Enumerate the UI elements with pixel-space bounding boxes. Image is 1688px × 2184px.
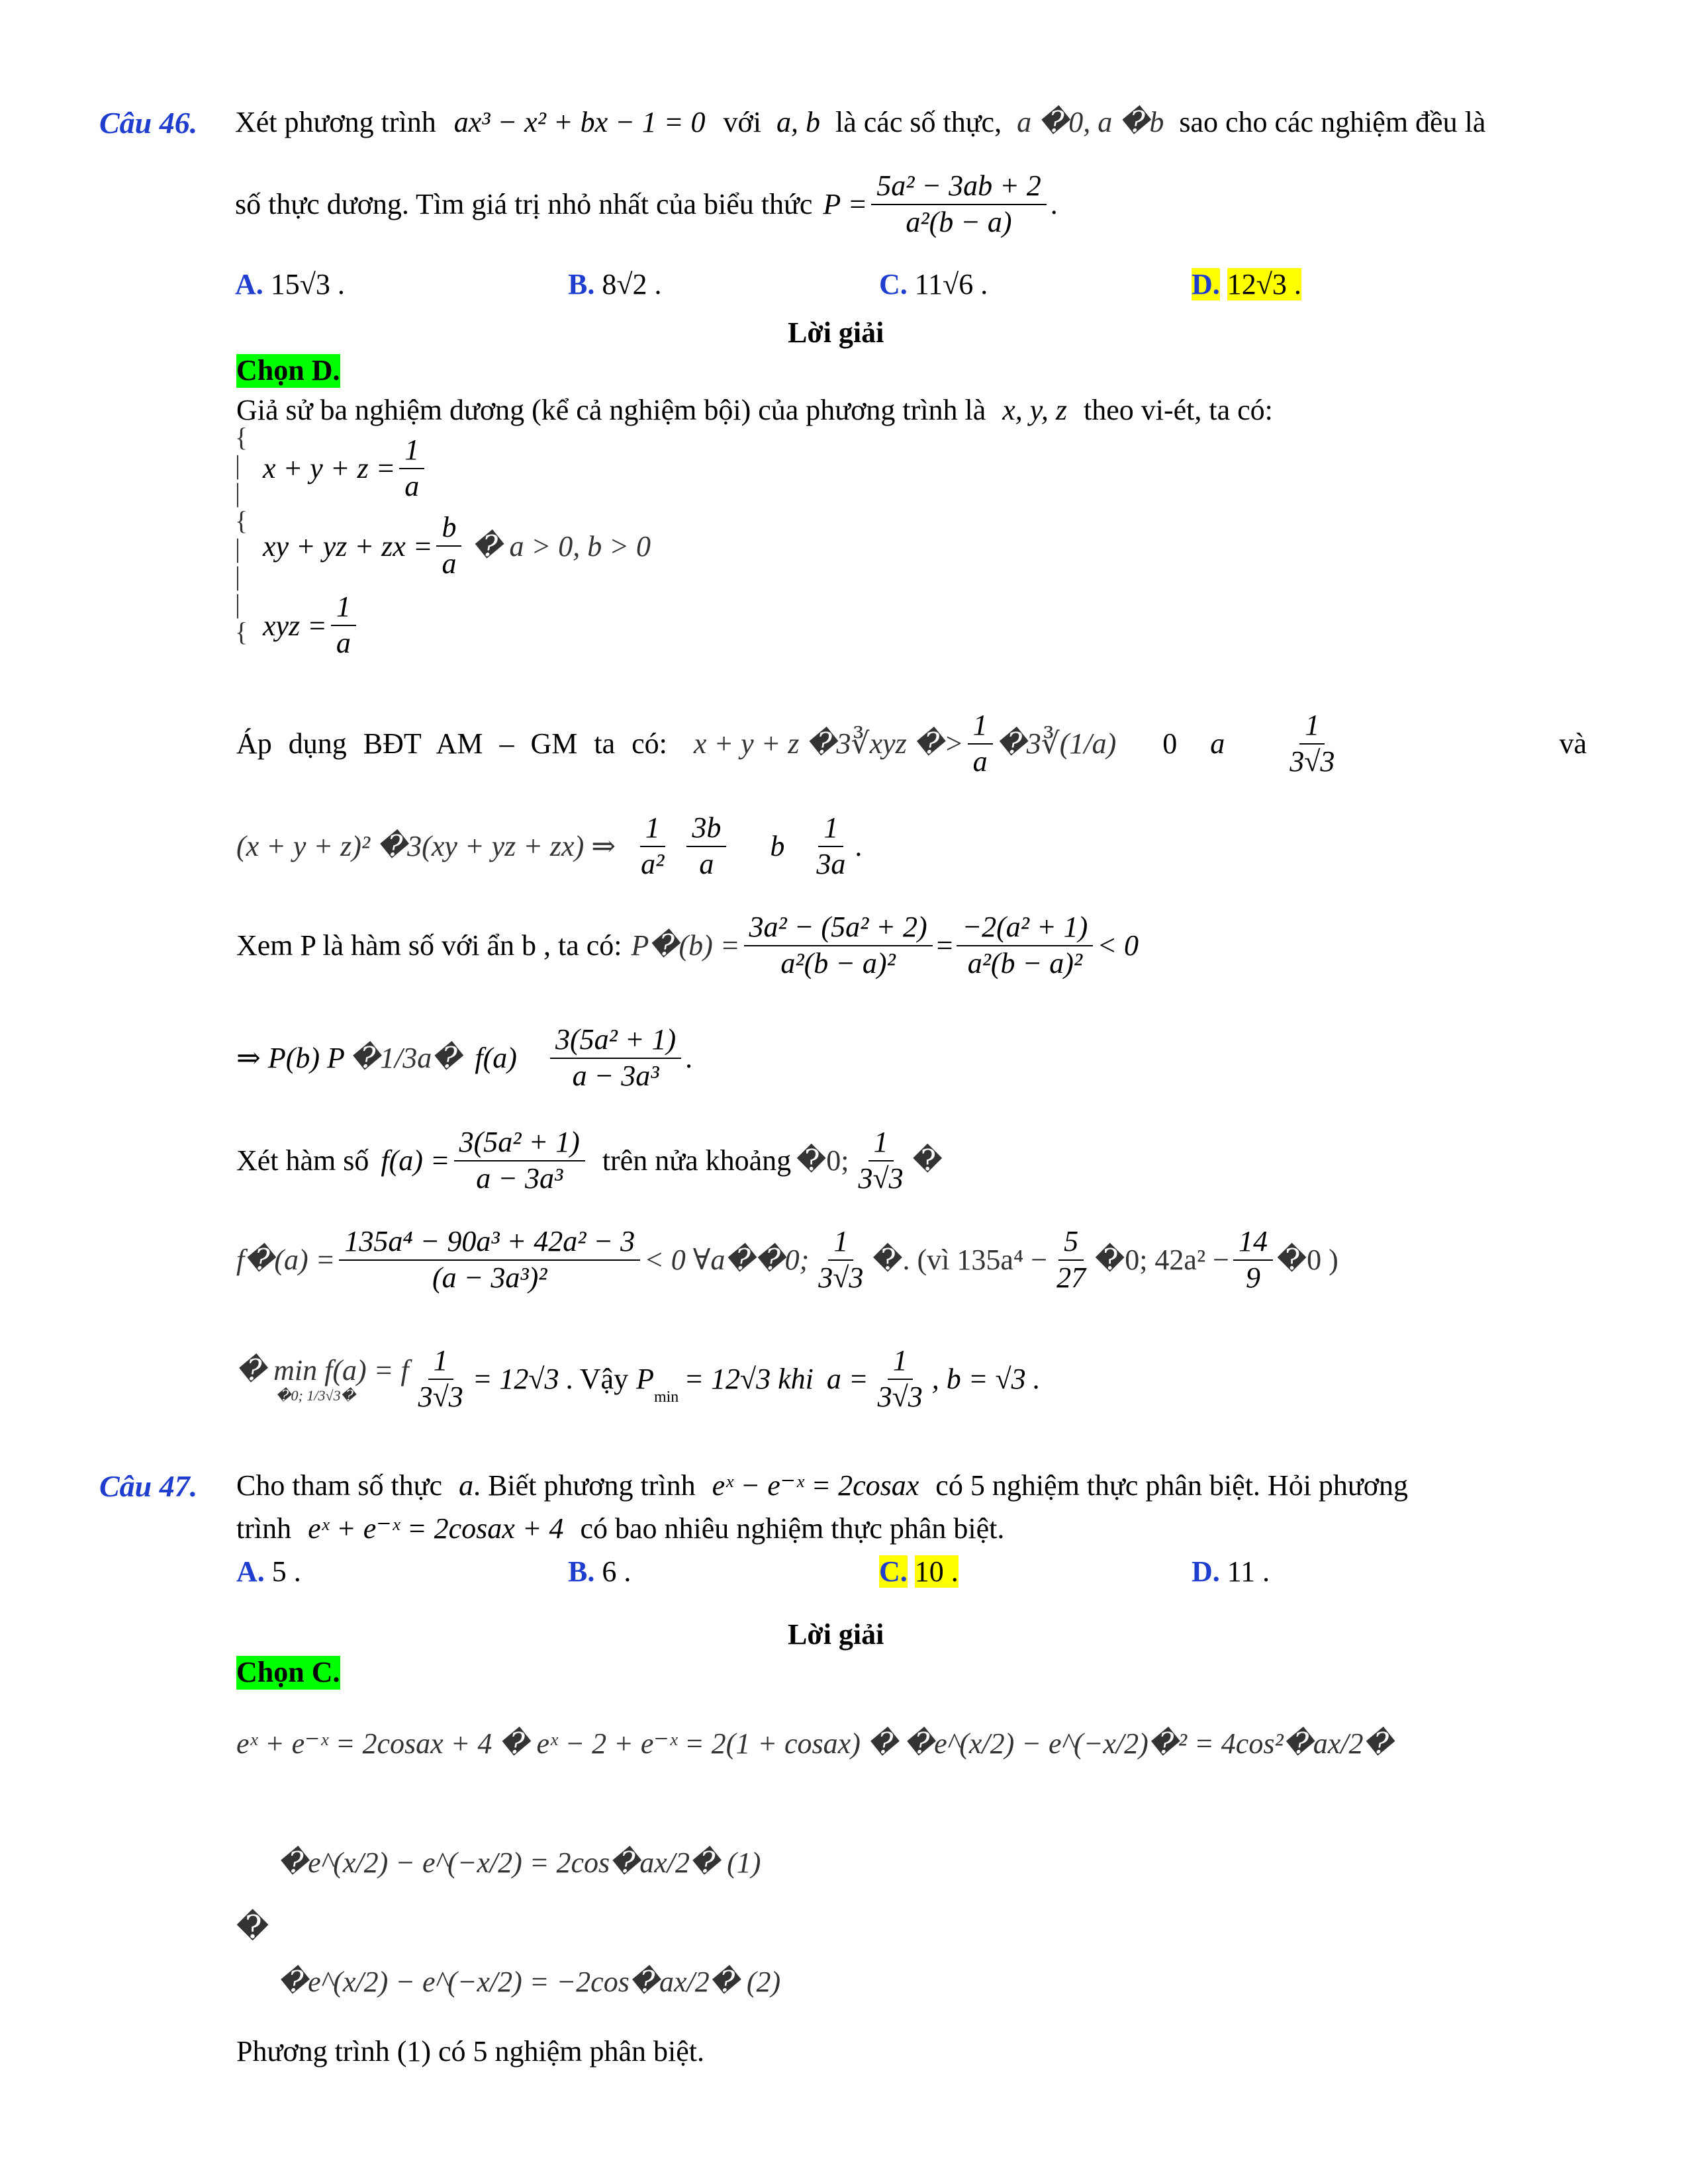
q46-derivative-pb: Xem P là hàm số với ẩn b , ta có: P�(b) = $\frac{\text{3a² − (5a² + 2)}}{\text{a²(b − a)²}}$ = $\frac{\text{−2(a² + 1)}}{\text{a²(b − a)²}}$ < 0 bbox=[236, 911, 1139, 979]
q47-case-1: �e^(x/2) − e^(−x/2) = 2cos�ax/2� (1) bbox=[278, 1846, 761, 1879]
q46-vieta-intro: Giả sử ba nghiệm dương (kể cả nghiệm bội) của phương trình là x, y, z theo vi-ét, ta có: bbox=[236, 394, 1273, 426]
question-47-label: Câu 47. bbox=[99, 1469, 198, 1503]
q46-option-c[interactable]: C. 11√6 . bbox=[879, 268, 988, 300]
q46-fpa-derivative: f�(a) = $\frac{\text{135a⁴ − 90a³ + 42a² − 3}}{\text{(a − 3a³)²}}$ < 0 ∀a��0; $\frac{1}{3√3}$ �. (vì 135a⁴ − $\frac{5}{27}$ �0; 42a² − $\frac{14}{9}$ �0 ) bbox=[236, 1225, 1338, 1294]
q46-chosen-answer: Chọn D. bbox=[236, 354, 340, 387]
q46-option-d[interactable]: D. 12√3 . bbox=[1192, 268, 1301, 300]
q47-option-b[interactable]: B. 6 . bbox=[568, 1555, 632, 1588]
q46-stem-line1: Xét phương trình ax³ − x² + bx − 1 = 0 với a, b là các số thực, a �0, a �b sao cho các nghiệm đều là bbox=[235, 106, 1486, 138]
q46-vieta-system bbox=[236, 433, 651, 662]
q47-option-d[interactable]: D. 11 . bbox=[1192, 1555, 1270, 1588]
q47-case-2: �e^(x/2) − e^(−x/2) = −2cos�ax/2� (2) bbox=[278, 1966, 781, 1998]
case-brace-icon: � bbox=[236, 1910, 269, 1945]
q46-pb-bound: ⇒ P(b) P �1/3a� f(a) $\frac{\text{3(5a² + 1)}}{\text{a − 3a³}}$ . bbox=[236, 1023, 693, 1092]
vieta-row-product: xyz = $\frac{1}{a}$ bbox=[236, 589, 651, 662]
q46-solution-title: Lời giải bbox=[788, 316, 884, 349]
q47-final-line: Phương trình (1) có 5 nghiệm phân biệt. bbox=[236, 2035, 705, 2068]
q47-option-c[interactable]: C. 10 . bbox=[879, 1555, 959, 1588]
q46-amgm-line: Áp dụng BĐT AM – GM ta có: x + y + z �3∛xyz �> $\frac{1}{a}$ �3∛(1/a) 0 a $\frac{1}{3√3}$ và bbox=[236, 709, 1587, 778]
vieta-row-sum: x + y + z = $\frac{1}{a}$ bbox=[236, 433, 651, 503]
q46-option-a[interactable]: A. 15√3 . bbox=[235, 268, 345, 300]
q47-stem-line1: Cho tham số thực a. Biết phương trình eˣ − e⁻ˣ = 2cosax có 5 nghiệm thực phân biệt. Hỏi phương bbox=[236, 1469, 1409, 1502]
q46-stem-line2: số thực dương. Tìm giá trị nhỏ nhất của biểu thức P = $\frac{\text{5a² − 3ab + 2}}{\text{a²(b − a)}}$ . bbox=[235, 169, 1058, 238]
system-brace-icon: { | | { | | | { bbox=[235, 422, 248, 647]
q47-solution-title: Lời giải bbox=[788, 1618, 884, 1651]
q46-fa-definition: Xét hàm số f(a) = $\frac{\text{3(5a² + 1)}}{\text{a − 3a³}}$ trên nửa khoảng �0; $\frac{1}{3√3}$ � bbox=[236, 1126, 943, 1195]
vieta-row-pair: xy + yz + zx = $\frac{b}{a}$ � a > 0, b > 0 bbox=[263, 511, 651, 580]
q46-square-ineq: (x + y + z)² �3(xy + yz + zx) ⇒ $\frac{1}{\text{a²}}$ $\frac{3b}{a}$ b $\frac{1}{3a}$ . bbox=[236, 811, 863, 880]
q47-stem-line2: trình eˣ + e⁻ˣ = 2cosax + 4 có bao nhiêu nghiệm thực phân biệt. bbox=[236, 1512, 1005, 1545]
q46-option-b[interactable]: B. 8√2 . bbox=[568, 268, 662, 300]
q46-min-line: � min f(a) = f �0; 1/3√3� $\frac{1}{3√3}$ = 12√3 . Vậy P min = 12√3 khi a = $\frac{1}{3√3}$ , b = √3 . bbox=[236, 1344, 1041, 1413]
q47-chosen-answer: Chọn C. bbox=[236, 1656, 340, 1688]
question-46-label: Câu 46. bbox=[99, 106, 198, 140]
q47-option-a[interactable]: A. 5 . bbox=[236, 1555, 301, 1588]
q47-solution-line1: eˣ + e⁻ˣ = 2cosax + 4 � eˣ − 2 + e⁻ˣ = 2(1 + cosax) � �e^(x/2) − e^(−x/2)�² = 4cos² �ax/2� bbox=[236, 1727, 1393, 1760]
